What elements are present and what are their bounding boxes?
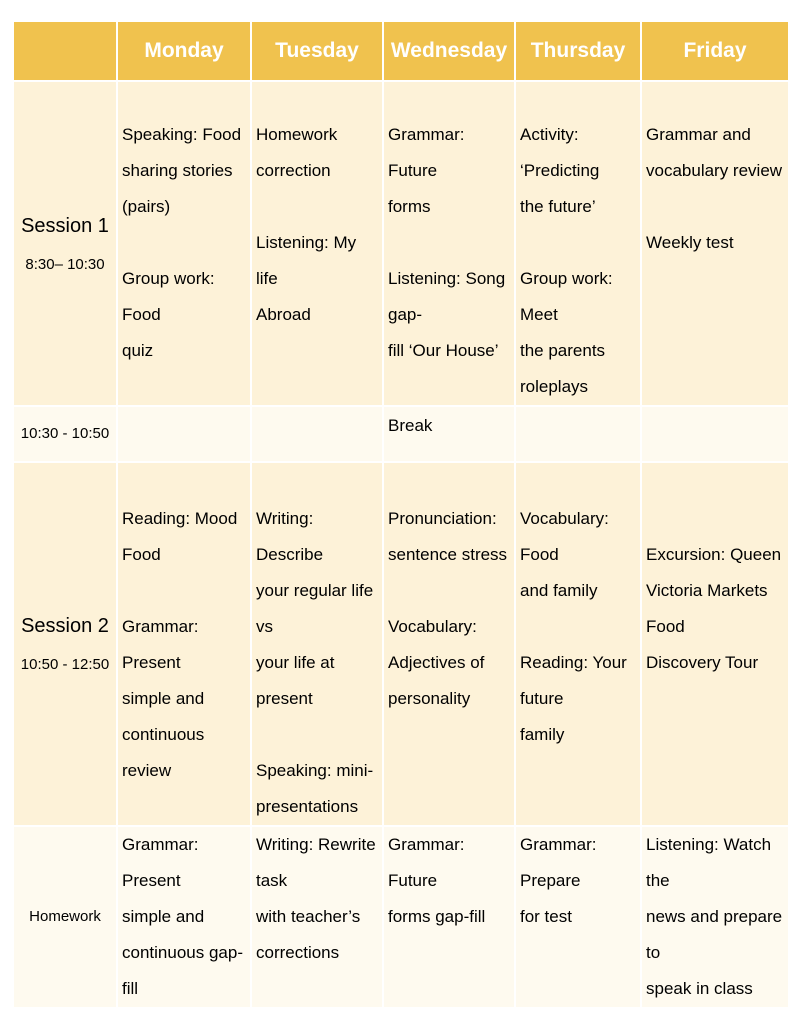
activity: Listening: My life Abroad: [256, 233, 357, 324]
header-row: [13, 21, 789, 81]
homework-row: [13, 826, 789, 1008]
activity: Grammar: Future forms: [388, 125, 465, 216]
homework-thursday: [515, 826, 641, 1008]
session-1-thursday: [515, 81, 641, 406]
homework-label: [13, 826, 117, 1008]
header-thursday: Thursday: [515, 21, 641, 81]
header-corner: [13, 21, 117, 81]
activity: Listening: Watch the news and prepare to speak in class: [646, 835, 783, 998]
header-tuesday: Tuesday: [251, 21, 383, 81]
activity: Speaking: mini- presentations: [256, 761, 374, 816]
activity: Vocabulary: Adjectives of personality: [388, 617, 485, 708]
session-1-title: Session 1: [21, 214, 109, 237]
activity: Listening: Song gap- fill ‘Our House’: [388, 269, 506, 360]
activity: Reading: Your future family: [520, 653, 627, 744]
break-time: [13, 406, 117, 462]
header-friday: Friday: [641, 21, 789, 81]
activity: Grammar: Present simple and continuous review: [122, 617, 205, 780]
activity: Vocabulary: Food and family: [520, 509, 609, 600]
break-thursday: [515, 406, 641, 462]
session-2-wednesday: [383, 462, 515, 826]
break-label: Break: [388, 416, 433, 435]
session-1-tuesday: [251, 81, 383, 406]
homework-friday: [641, 826, 789, 1008]
break-wednesday: [383, 406, 515, 462]
activity: Activity: ‘Predicting the future’: [520, 125, 600, 216]
activity: Weekly test: [646, 233, 734, 252]
activity: Speaking: Food sharing stories (pairs): [122, 125, 242, 216]
activity: Grammar: Prepare for test: [520, 835, 597, 926]
break-row: [13, 406, 789, 462]
session-2-time: 10:50 - 12:50: [20, 656, 110, 673]
activity: Writing: Rewrite task with teacher’s corrections: [256, 835, 376, 962]
activity: Homework correction: [256, 125, 338, 180]
activity: Pronunciation: sentence stress: [388, 509, 508, 564]
break-tuesday: [251, 406, 383, 462]
homework-tuesday: [251, 826, 383, 1008]
activity: Grammar and vocabulary review: [646, 125, 783, 180]
activity: Grammar: Future forms gap-fill: [388, 835, 486, 926]
session-2-friday: [641, 462, 789, 826]
break-friday: [641, 406, 789, 462]
activity: Group work: Food quiz: [122, 269, 215, 360]
break-monday: [117, 406, 251, 462]
session-1-monday: [117, 81, 251, 406]
activity: Writing: Describe your regular life vs your life at present: [256, 509, 374, 708]
session-2-row: [13, 462, 789, 826]
session-1-row: [13, 81, 789, 406]
session-1-time: 8:30– 10:30: [25, 255, 105, 273]
activity: Grammar: Present simple and continuous gap-fill: [122, 835, 243, 998]
session-2-title: Session 2: [21, 615, 109, 637]
homework-monday: [117, 826, 251, 1008]
session-2-label: [13, 462, 117, 826]
weekly-timetable: [12, 20, 788, 998]
activity: Excursion: Queen Victoria Markets Food Discovery Tour: [646, 545, 782, 672]
header-monday: Monday: [117, 21, 251, 81]
activity: Group work: Meet the parents roleplays: [520, 269, 613, 396]
session-2-tuesday: [251, 462, 383, 826]
activity: Reading: Mood Food: [122, 509, 238, 564]
break-time-text: 10:30 - 10:50: [20, 425, 110, 442]
homework-title: Homework: [29, 908, 101, 925]
session-1-wednesday: [383, 81, 515, 406]
timetable-grid: [12, 20, 790, 1009]
session-2-monday: [117, 462, 251, 826]
session-1-label: [13, 81, 117, 406]
homework-wednesday: [383, 826, 515, 1008]
session-2-thursday: [515, 462, 641, 826]
header-wednesday: Wednesday: [383, 21, 515, 81]
session-1-friday: [641, 81, 789, 406]
